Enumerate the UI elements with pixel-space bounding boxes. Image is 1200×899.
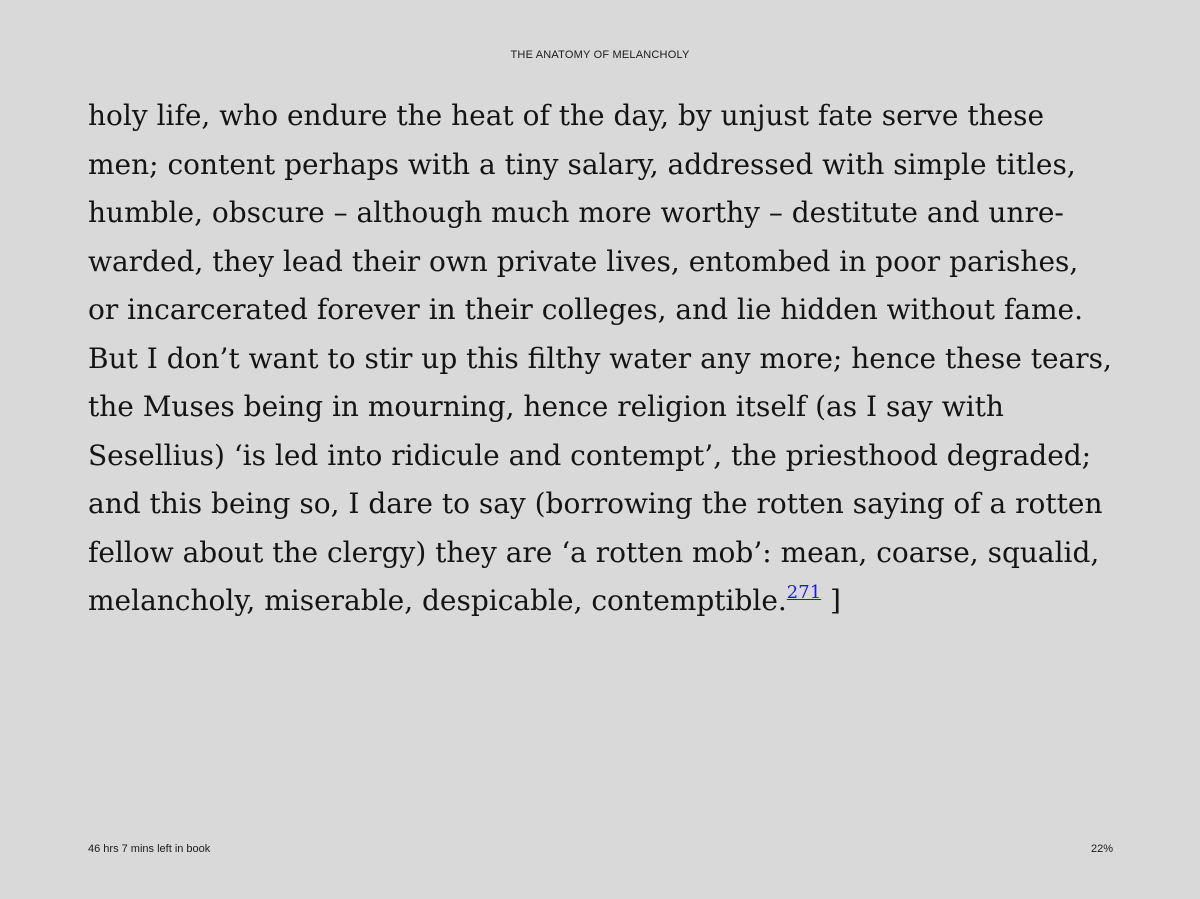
text-line: and this being so, I dare to say (borrowing the rotten saying of a rotten (88, 487, 1103, 520)
text-line-last (88, 577, 1128, 626)
footnote-link[interactable]: 271 (786, 582, 822, 603)
text-line: Sesellius) ‘is led into ridicule and contempt’, the priesthood degraded; (88, 438, 1092, 472)
text-line: But I don’t want to stir up this filthy water any more; hence these tears, (88, 341, 1112, 375)
text-line: the Muses being in mourning, hence religion itself (as I say with (88, 390, 1004, 423)
last-line-text: melancholy, miserable, despicable, contemptible. (88, 584, 787, 617)
text-line: holy life, who endure the heat of the day, by unjust fate serve these (88, 99, 1045, 132)
last-line-suffix: ] (821, 584, 841, 617)
page-text (88, 92, 1128, 626)
book-title: THE ANATOMY OF MELANCHOLY (510, 49, 690, 61)
text-line: humble, obscure – although much more worthy – destitute and unre- (88, 196, 1064, 229)
progress-percent: 22% (1090, 843, 1113, 855)
text-line: men; content perhaps with a tiny salary, addressed with simple titles, (88, 147, 1076, 181)
time-left-label: 46 hrs 7 mins left in book (88, 843, 211, 855)
text-line: or incarcerated forever in their colleges, and lie hidden without fame. (88, 293, 1083, 326)
text-line: warded, they lead their own private lives, entombed in poor parishes, (88, 244, 1079, 278)
text-line: fellow about the clergy) they are ‘a rotten mob’: mean, coarse, squalid, (88, 535, 1100, 569)
